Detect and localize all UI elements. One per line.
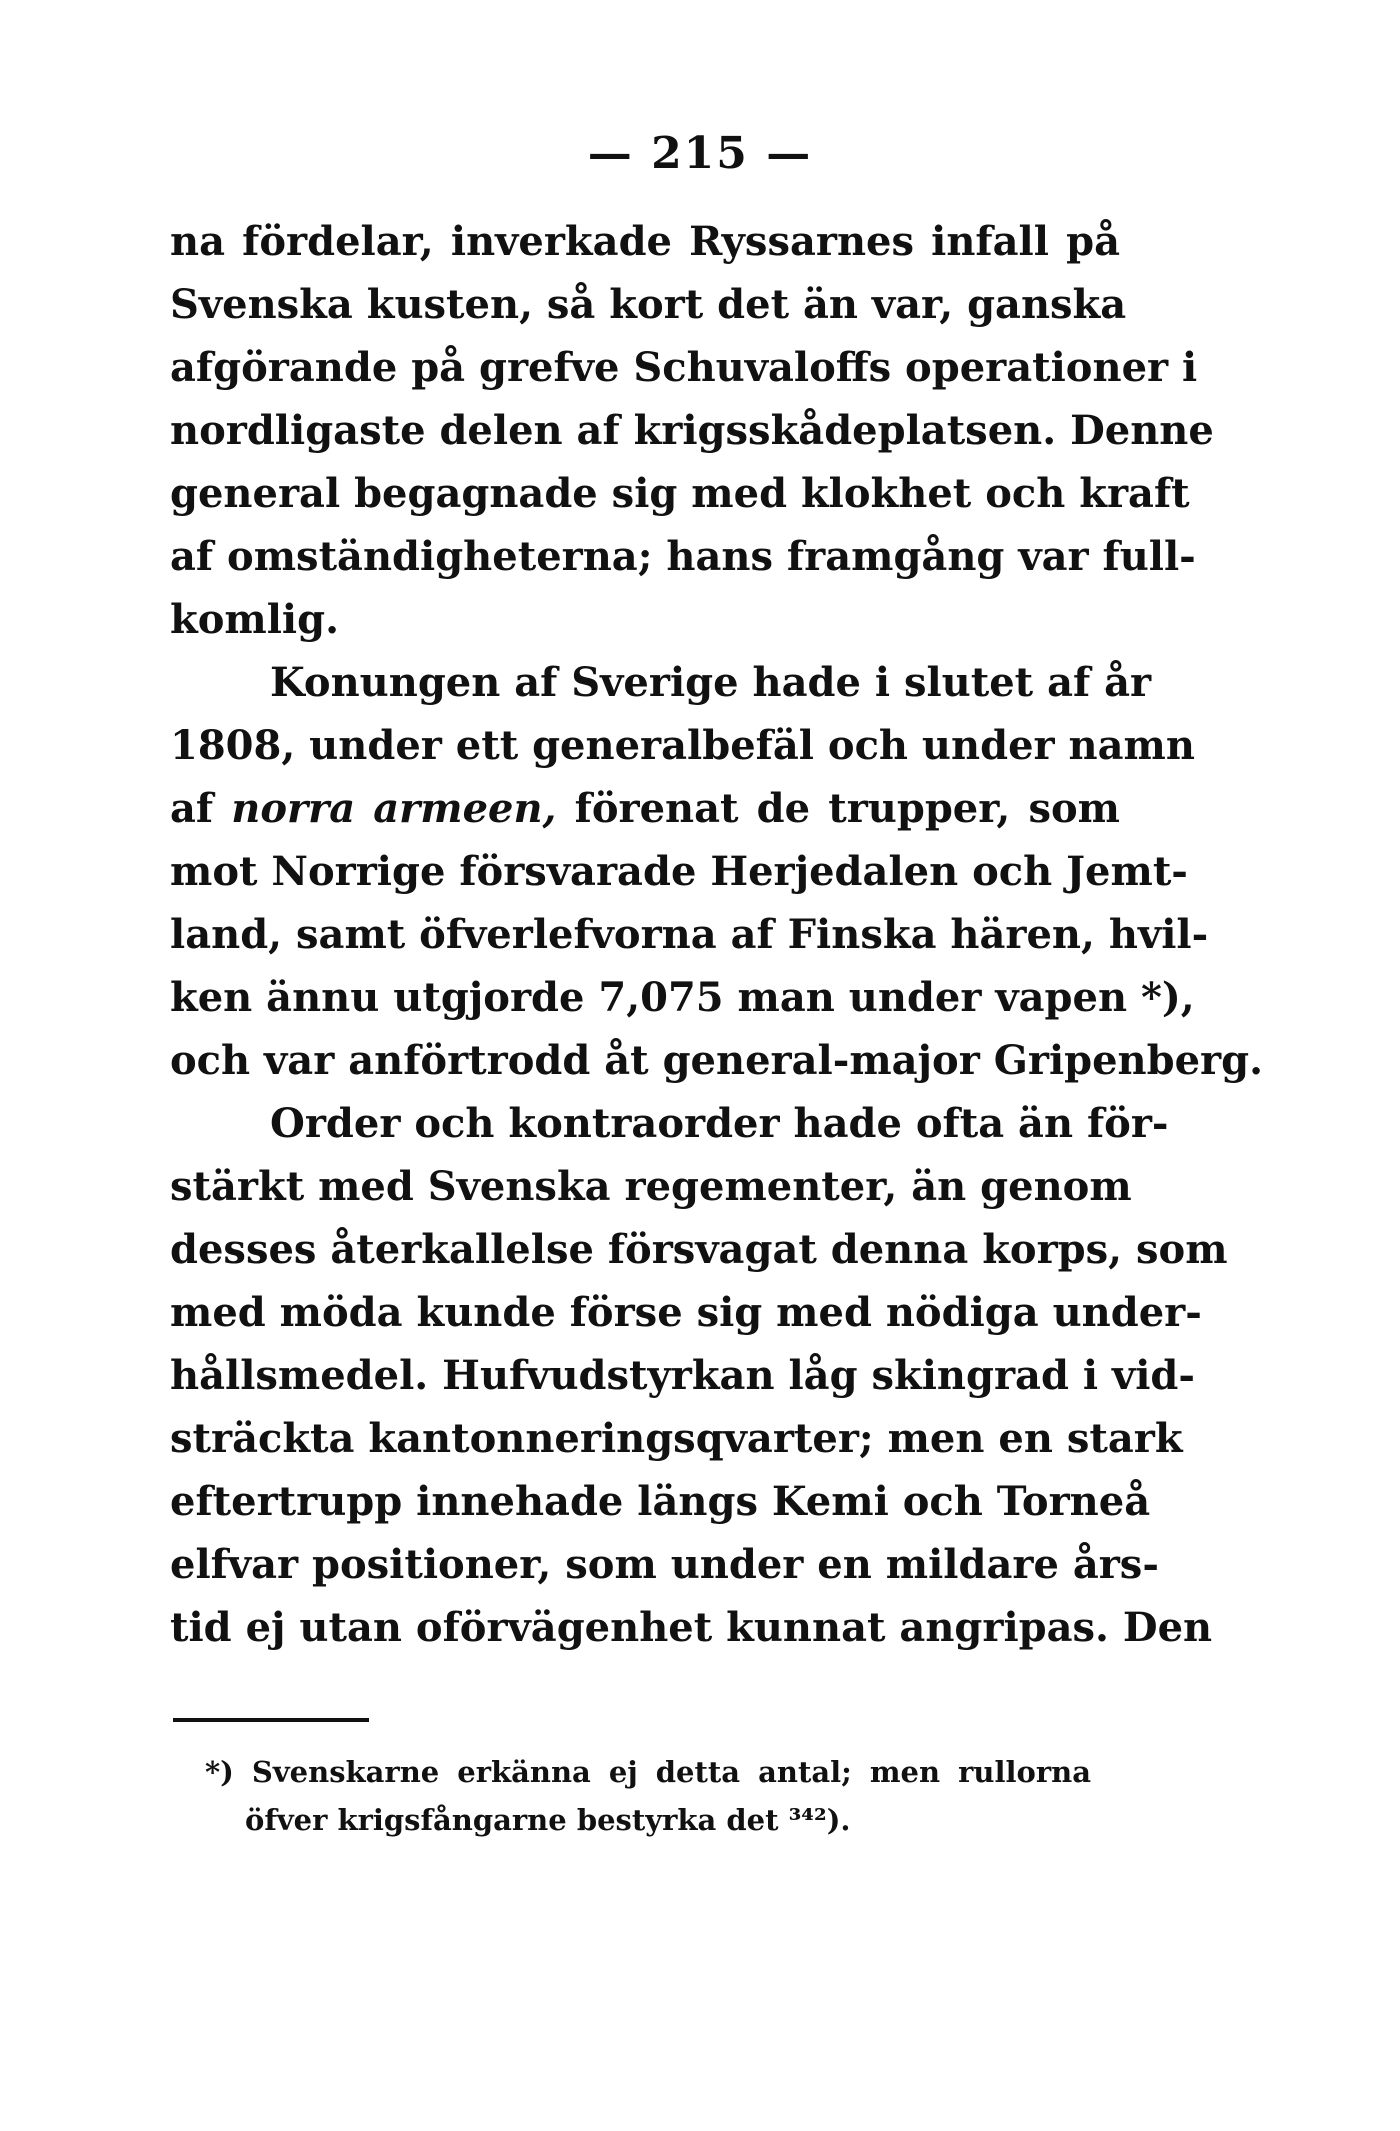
text-line: Svenska kusten, så kort det än var, ganska [170, 281, 1127, 328]
paragraph-2 [170, 651, 1264, 1092]
text-line: land, samt öfverlefvorna af Finska hären, hvil- [170, 911, 1209, 958]
text-line: komlig. [170, 596, 340, 643]
text-line: nordligaste delen af krigsskådeplatsen. Denne [170, 407, 1214, 454]
italic-army-name: norra armeen, [231, 785, 557, 832]
text-line: na fördelar, inverkade Ryssarnes infall på [170, 218, 1120, 265]
text-line: eftertrupp innehade längs Kemi och Torneå [170, 1478, 1151, 1525]
text-line: Konungen af Sverige hade i slutet af år [270, 659, 1152, 706]
text-line-mixed [170, 777, 1120, 840]
footnote [205, 1748, 1091, 1844]
text-line: hållsmedel. Hufvudstyrkan låg skingrad i vid- [170, 1352, 1195, 1399]
text-line: med möda kunde förse sig med nödiga under- [170, 1289, 1202, 1336]
text-line: afgörande på grefve Schuvaloffs operationer i [170, 344, 1198, 391]
text-line: tid ej utan oförvägenhet kunnat angripas. Den [170, 1604, 1213, 1651]
text-line: af omständigheterna; hans framgång var full- [170, 533, 1196, 580]
text-line: 1808, under ett generalbefäl och under namn [170, 722, 1195, 769]
body-text [170, 210, 1264, 1659]
footnote-divider [173, 1718, 369, 1722]
text-line: sträckta kantonneringsqvarter; men en stark [170, 1415, 1183, 1462]
footnote-line: öfver krigsfångarne bestyrka det ³⁴²). [245, 1803, 851, 1837]
text-fragment: förenat de trupper, som [574, 785, 1121, 832]
text-line: desses återkallelse försvagat denna korps, som [170, 1226, 1228, 1273]
text-line: Order och kontraorder hade ofta än för- [270, 1100, 1169, 1147]
text-line: och var anförtrodd åt general-major Gripenberg. [170, 1037, 1264, 1084]
text-fragment: af [170, 785, 214, 832]
footnote-line: *) Svenskarne erkänna ej detta antal; men rullorna [205, 1755, 1091, 1789]
text-line: elfvar positioner, som under en mildare års- [170, 1541, 1159, 1588]
text-line: mot Norrige försvarade Herjedalen och Jemt- [170, 848, 1188, 895]
text-line: ken ännu utgjorde 7,075 man under vapen *), [170, 974, 1195, 1021]
page-number-header: — 215 — [587, 128, 813, 179]
paragraph-1 [170, 210, 1214, 651]
text-line: stärkt med Svenska regementer, än genom [170, 1163, 1132, 1210]
paragraph-3 [170, 1092, 1228, 1659]
text-line: general begagnade sig med klokhet och kraft [170, 470, 1190, 517]
